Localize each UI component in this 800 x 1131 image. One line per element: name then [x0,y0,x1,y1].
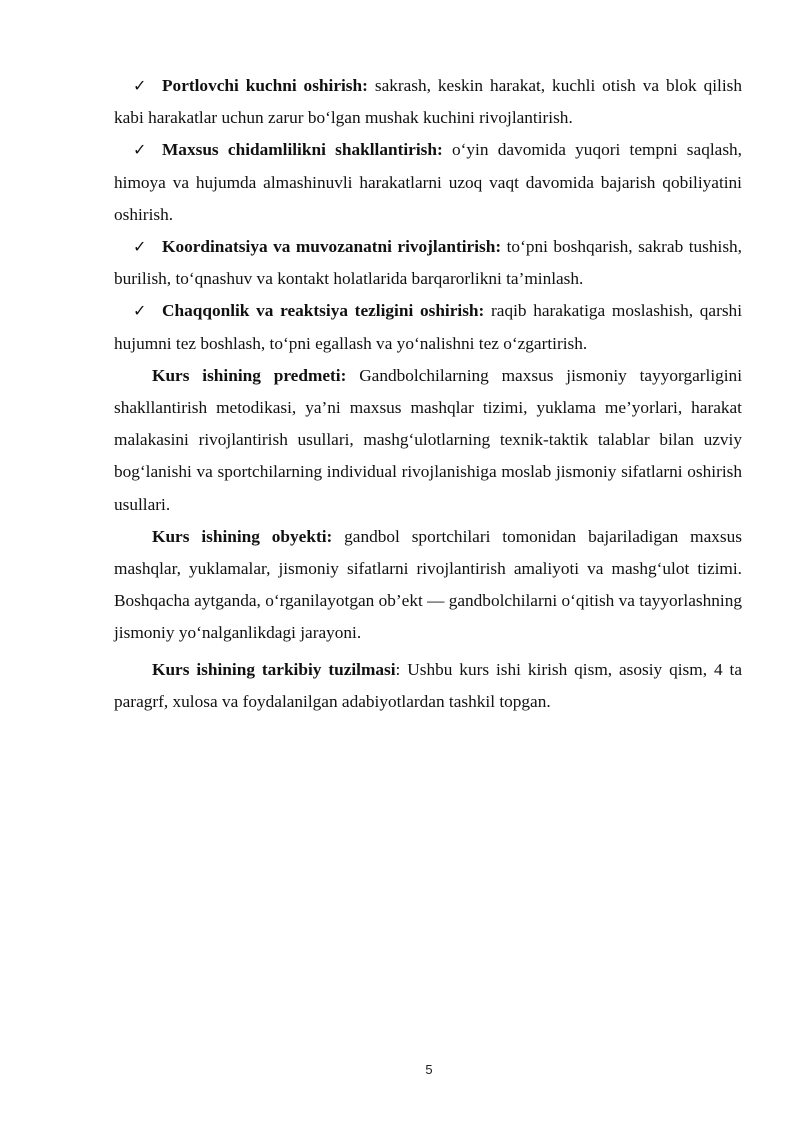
checkmark-icon: ✓ [133,76,147,95]
bullet-text: to‘pni boshqarish, sakrab tushish, burilish, to‘qnashuv va kontakt holatlarida barqarorlikni ta’minlash. [114,237,743,289]
subject-text: Gandbolchilarning maxsus jismoniy tayyorgarligini shakllantirish metodikasi, ya’ni maxsus mashqlar tizimi, yuklama me’yorlari, harakat malakasini rivojlantirish usullari, mashg‘ulotlarning texnik-taktik talablar bilan uzviy bog‘lanishi va sportchilarning individual rivojlanishiga moslab jismoniy sifatlarni oshirish usullari. [114,365,743,514]
object-paragraph [114,521,742,650]
checkmark-icon: ✓ [133,140,147,160]
bullet-title: Portlovchi kuchni oshirish: [162,76,368,95]
bullet-title: Maxsus chidamlilikni shakllantirish: [162,140,443,160]
bullet-title: Koordinatsiya va muvozanatni rivojlantirish: [162,237,502,257]
subject-title: Kurs ishining predmeti: [152,365,347,385]
checkmark-icon: ✓ [133,301,147,321]
bullet-item [114,231,742,295]
bullet-item [114,134,742,231]
checkmark-icon: ✓ [133,237,147,257]
object-title: Kurs ishining obyekti: [152,526,333,546]
bullet-text: o‘yin davomida yuqori tempni saqlash, himoya va hujumda almashinuvli harakatlarni uzoq vaqt davomida bajarish qobiliyatini oshirish. [114,140,742,224]
structure-paragraph [114,654,742,718]
bullet-text: sakrash, keskin harakat, kuchli otish va blok qilish kabi harakatlar uchun zarur bo‘lgan mushak kuchini rivojlantirish. [114,76,743,128]
bullet-item [114,295,742,359]
bullet-title: Chaqqonlik va reaktsiya tezligini oshirish: [162,301,485,321]
structure-title: Kurs ishining tarkibiy tuzilmasi [152,659,396,679]
page-body [114,70,742,718]
object-text: gandbol sportchilari tomonidan bajariladigan maxsus mashqlar, yuklamalar, jismoniy sifatlarni rivojlantirish amaliyoti va mashg‘ulot tizimi. Boshqacha aytganda, o‘rganilayotgan ob’ekt — gandbolchilarni o‘qitish va tayyorlashning jismoniy yo‘nalganlikdagi jarayoni. [114,526,742,643]
structure-text: : Ushbu kurs ishi kirish qism, asosiy qism, 4 ta paragrf, xulosa va foydalanilgan adabiyotlardan tashkil topgan. [114,659,742,711]
subject-paragraph [114,360,742,521]
page-number: 5 [425,1062,433,1077]
bullet-item [114,70,742,134]
bullet-text: raqib harakatiga moslashish, qarshi hujumni tez boshlash, to‘pni egallash va yo‘nalishni tez o‘zgartirish. [114,301,742,353]
